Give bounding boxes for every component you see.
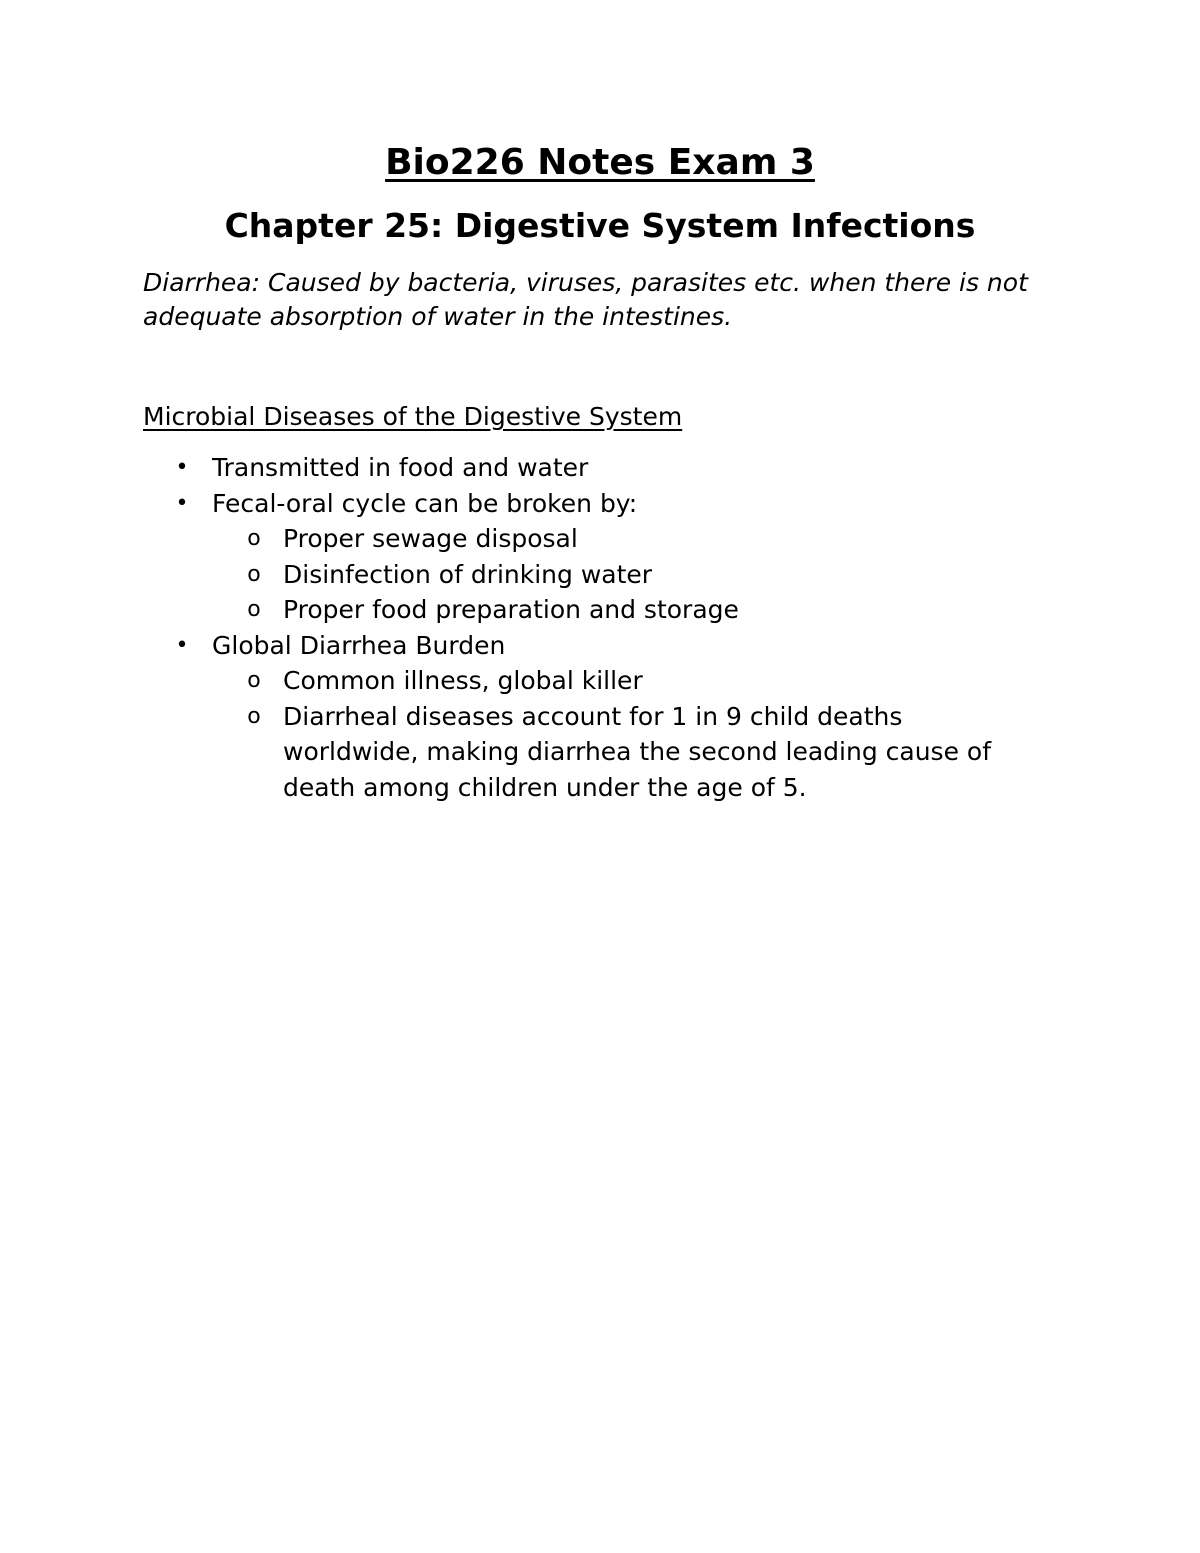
sub-bullet-icon: o	[247, 597, 261, 622]
document-title	[0, 140, 1200, 186]
diarrhea-definition: Diarrhea: Caused by bacteria, viruses, parasites etc. when there is not adequate absorption of water in the intestines.	[143, 268, 1028, 331]
sub-list-item	[0, 557, 1200, 593]
list-item	[0, 486, 1200, 522]
sub-list-item	[0, 521, 1200, 557]
list-item-text: Fecal-oral cycle can be broken by:	[212, 488, 638, 518]
bullet-icon: •	[175, 632, 189, 658]
sub-list-item-text: Common illness, global killer	[283, 666, 643, 695]
sub-list-item-text: Proper food preparation and storage	[283, 595, 739, 624]
list-item-text: Global Diarrhea Burden	[212, 630, 506, 660]
sub-bullet-icon: o	[247, 526, 261, 551]
bullet-icon: •	[175, 455, 189, 480]
sub-list-item	[0, 699, 1200, 806]
bullet-list	[0, 450, 1200, 805]
sub-list-item-text: Proper sewage disposal	[283, 524, 578, 553]
sub-bullet-icon: o	[247, 668, 261, 693]
sub-list-item-text: Disinfection of drinking water	[283, 559, 653, 589]
document-title-text: Bio226 Notes Exam 3	[385, 142, 815, 183]
list-item	[0, 450, 1200, 486]
sub-list-item	[0, 663, 1200, 699]
sub-list-item	[0, 592, 1200, 628]
sub-bullet-icon: o	[247, 703, 261, 729]
list-item	[0, 628, 1200, 664]
list-item-text: Transmitted in food and water	[212, 453, 589, 482]
sub-list-item-text: Diarrheal diseases account for 1 in 9 child deaths worldwide, making diarrhea the second leading cause of death among children under the age of 5.	[283, 701, 991, 802]
chapter-heading: Chapter 25: Digestive System Infections	[224, 206, 976, 245]
bullet-icon: •	[175, 490, 189, 516]
section-heading: Microbial Diseases of the Digestive System	[143, 402, 683, 431]
sub-bullet-icon: o	[247, 561, 261, 587]
